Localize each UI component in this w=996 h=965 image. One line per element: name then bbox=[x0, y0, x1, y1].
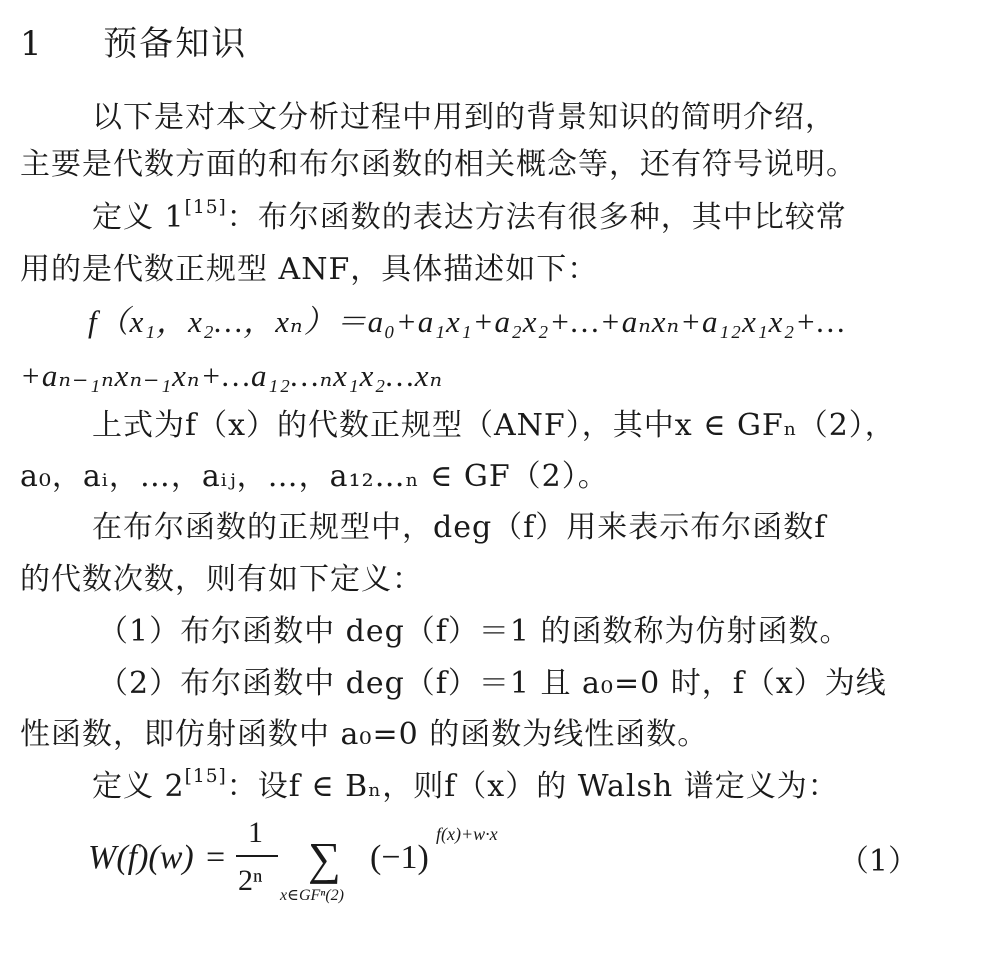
formula-exponent: f(x)+w·x bbox=[436, 824, 498, 844]
paragraph-line: 上式为f（x）的代数正规型（ANF），其中x ∈ GFₙ（2）， bbox=[92, 408, 896, 443]
citation-ref: [15] bbox=[184, 766, 227, 788]
paragraph-line: 的代数次数，则有如下定义： bbox=[20, 562, 423, 597]
formula-lhs: W(f)(w) bbox=[88, 839, 194, 876]
citation-ref: [15] bbox=[184, 197, 227, 219]
formula-denominator: 2ⁿ bbox=[238, 864, 263, 897]
sum-symbol: ∑ bbox=[308, 833, 341, 884]
paragraph-line: 用的是代数正规型 ANF，具体描述如下： bbox=[20, 252, 599, 287]
list-item-continuation: 性函数，即仿射函数中 a₀=0 的函数为线性函数。 bbox=[20, 717, 709, 752]
formula-numerator: 1 bbox=[248, 816, 263, 849]
definition-text: ：布尔函数的表达方法有很多种，其中比较常 bbox=[226, 200, 847, 235]
definition-label: 定义 1 bbox=[92, 200, 185, 235]
formula-base: (−1) bbox=[370, 839, 429, 876]
sum-index: x∈GFⁿ(2) bbox=[280, 887, 344, 904]
anf-formula-line-1: f（x₁，x₂…，xₙ）＝a₀+a₁x₁+a₂x₂+…+aₙxₙ+a₁₂x₁x₂+… bbox=[88, 304, 846, 339]
walsh-formula bbox=[88, 812, 928, 912]
section-title: 预备知识 bbox=[103, 24, 248, 64]
anf-formula-line-2: +aₙ₋₁ₙxₙ₋₁xₙ+…a₁₂…ₙx₁x₂…xₙ bbox=[20, 358, 444, 393]
list-item: （2）布尔函数中 deg（f）＝1 且 a₀=0 时，f（x）为线 bbox=[98, 666, 887, 701]
definition-1-line bbox=[92, 198, 847, 238]
definition-label: 定义 2 bbox=[92, 769, 185, 804]
paragraph-line: 主要是代数方面的和布尔函数的相关概念等，还有符号说明。 bbox=[20, 147, 857, 182]
section-number: 1 bbox=[20, 24, 44, 64]
list-item: （1）布尔函数中 deg（f）＝1 的函数称为仿射函数。 bbox=[98, 614, 851, 649]
section-heading bbox=[20, 22, 247, 66]
paragraph-line: 在布尔函数的正规型中，deg（f）用来表示布尔函数f bbox=[92, 510, 827, 545]
definition-text: ：设f ∈ Bₙ，则f（x）的 Walsh 谱定义为： bbox=[226, 769, 839, 804]
walsh-formula-svg bbox=[88, 812, 928, 912]
paragraph-line: 以下是对本文分析过程中用到的背景知识的简明介绍， bbox=[92, 100, 836, 135]
paragraph-line: a₀，aᵢ，…，aᵢⱼ，…，a₁₂…ₙ ∈ GF（2）。 bbox=[20, 459, 609, 494]
definition-2-line bbox=[92, 767, 839, 807]
equation-number: （1） bbox=[838, 844, 918, 879]
formula-equals: = bbox=[206, 839, 226, 876]
